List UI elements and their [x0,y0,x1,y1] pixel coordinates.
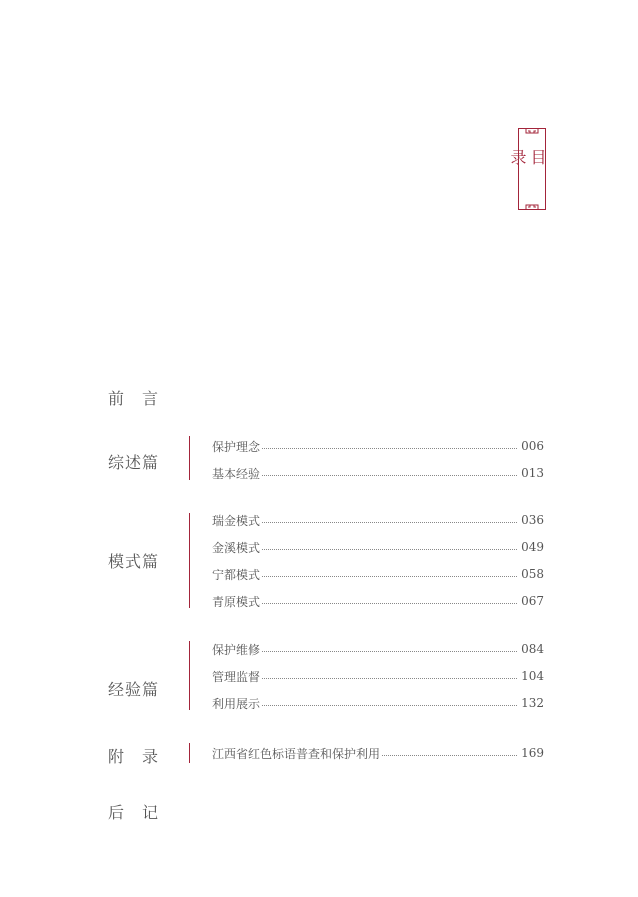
leader-dots [262,576,517,577]
toc-entry-page: 084 [521,642,544,656]
section-models-divider [189,513,190,608]
toc-entry-label: 金溪模式 [212,540,261,555]
toc-entry-label: 保护维修 [212,642,261,657]
toc-entry-label: 保护理念 [212,439,261,454]
toc-entry-models-3[interactable] [212,565,544,583]
toc-entry-experience-2[interactable] [212,667,544,685]
section-afterword-title[interactable]: 后 记 [108,803,160,822]
toc-entry-models-4[interactable] [212,592,544,610]
leader-dots [382,755,517,756]
toc-entry-page: 132 [521,696,544,710]
toc-entry-label: 基本经验 [212,466,261,481]
toc-entry-experience-3[interactable] [212,694,544,712]
toc-entry-page: 049 [521,540,544,554]
toc-entry-label: 宁都模式 [212,567,261,582]
toc-entry-label: 瑞金模式 [212,513,261,528]
toc-title-box [508,127,547,211]
section-appendix-divider [189,743,190,763]
title-frame-ornament [517,127,547,211]
toc-entry-label: 管理监督 [212,669,261,684]
section-overview-divider [189,436,190,480]
toc-entry-page: 036 [521,513,544,527]
section-preface-title[interactable]: 前 言 [108,389,160,408]
leader-dots [262,475,517,476]
section-appendix-title[interactable]: 附 录 [108,747,160,766]
toc-entry-page: 058 [521,567,544,581]
leader-dots [262,678,517,679]
leader-dots [262,705,517,706]
toc-entry-label: 青原模式 [212,594,261,609]
leader-dots [262,651,517,652]
leader-dots [262,549,517,550]
toc-entry-label: 江西省红色标语普查和保护利用 [212,746,381,761]
toc-entry-experience-1[interactable] [212,640,544,658]
toc-entry-page: 104 [521,669,544,683]
leader-dots [262,522,517,523]
toc-entry-overview-1[interactable] [212,437,544,455]
section-experience-divider [189,641,190,710]
leader-dots [262,603,517,604]
toc-title [508,149,547,165]
toc-title-char-1: 目 [528,149,547,165]
toc-entry-page: 067 [521,594,544,608]
toc-entry-page: 006 [521,439,544,453]
toc-entry-page: 169 [521,746,544,760]
toc-entry-label: 利用展示 [212,696,261,711]
section-overview-title[interactable]: 综述篇 [108,453,160,472]
section-experience-title[interactable]: 经验篇 [108,680,160,699]
toc-entry-models-2[interactable] [212,538,544,556]
toc-entry-models-1[interactable] [212,511,544,529]
section-models-title[interactable]: 模式篇 [108,552,160,571]
toc-entry-overview-2[interactable] [212,464,544,482]
toc-entry-appendix-1[interactable] [212,744,544,762]
toc-entry-page: 013 [521,466,544,480]
toc-title-char-2: 录 [508,149,527,165]
leader-dots [262,448,517,449]
